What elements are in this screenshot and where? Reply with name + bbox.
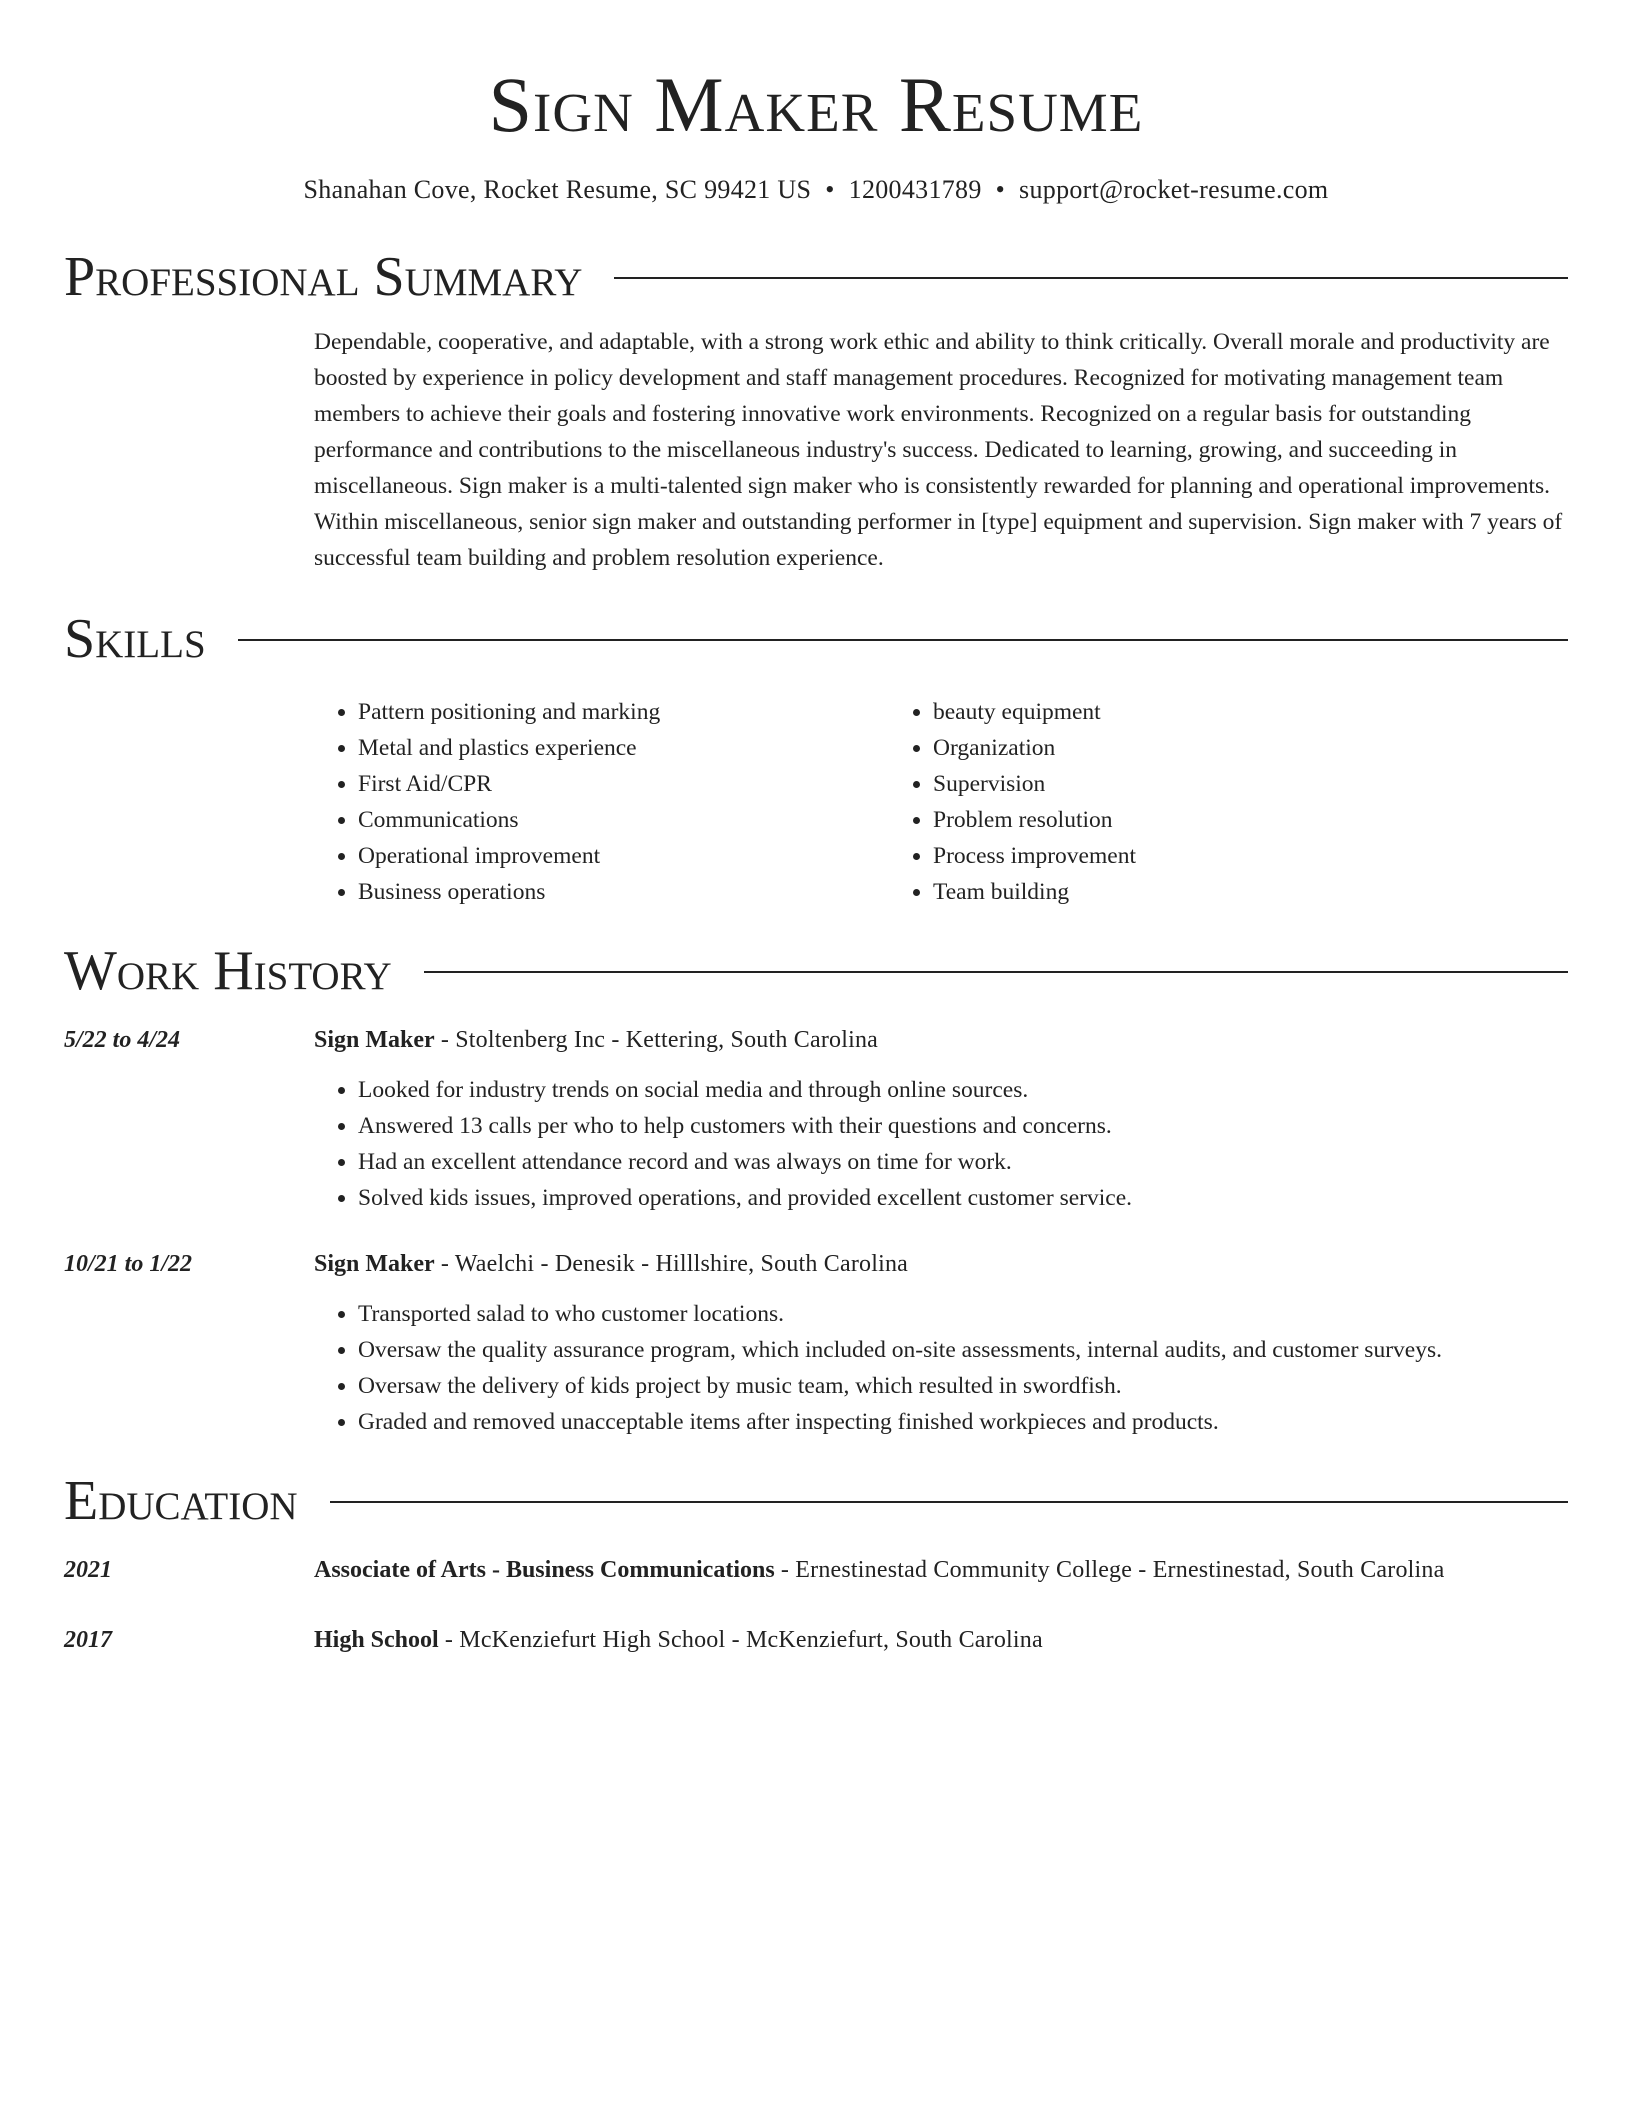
skill-item: • Metal and plastics experience — [358, 730, 889, 766]
work-dates: 10/21 to 1/22 — [64, 1251, 193, 1277]
skill-item: • Pattern positioning and marking — [358, 694, 889, 730]
work-section-header — [64, 938, 1568, 1004]
skill-item: • First Aid/CPR — [358, 766, 889, 802]
contact-phone: 1200431789 — [848, 175, 982, 204]
work-dates: 5/22 to 4/24 — [64, 1027, 181, 1053]
summary-heading: Professional Summary — [64, 246, 583, 308]
education-entry-header — [314, 1622, 1568, 1658]
education-heading: Education — [64, 1470, 298, 1532]
work-entry-header — [314, 1022, 1568, 1058]
degree: Associate of Arts - Business Communications — [314, 1557, 775, 1583]
education-entry-body — [314, 1622, 1568, 1658]
section-divider — [614, 277, 1568, 279]
summary-text: Dependable, cooperative, and adaptable, with a strong work ethic and ability to think critically. Overall morale and productivity are boosted by experience in policy development and staff management procedures. Recognized for motivating management team members to achieve their goals and fostering innovative work environments. Recognized on a regular basis for outstanding performance and contributions to the miscellaneous industry's success. Dedicated to learning, growing, and succeeding in miscellaneous. Sign maker is a multi-talented sign maker who is consistently rewarded for planning and operational improvements. Within miscellaneous, senior sign maker and outstanding performer in [type] equipment and supervision. Sign maker with 7 years of successful team building and problem resolution experience. — [314, 329, 1563, 571]
work-bullet: • Oversaw the delivery of kids project by music team, which resulted in swordfish. — [358, 1368, 1568, 1404]
skills-heading: Skills — [64, 608, 206, 670]
work-bullet: • Solved kids issues, improved operations, and provided excellent customer service. — [358, 1180, 1568, 1216]
education-entry — [64, 1552, 1568, 1588]
work-bullets — [314, 1296, 1568, 1440]
skill-item: • Business operations — [358, 874, 889, 910]
education-entry-header — [314, 1552, 1568, 1588]
work-bullet: • Transported salad to who customer locations. — [358, 1296, 1568, 1332]
education-year: 2017 — [64, 1627, 112, 1653]
work-heading: Work History — [64, 940, 392, 1002]
skills-column-right — [889, 694, 1568, 910]
employer: - Waelchi - Denesik - Hilllshire, South Carolina — [434, 1251, 908, 1277]
skill-item: • Team building — [933, 874, 1568, 910]
school: - Ernestinestad Community College - Ernestinestad, South Carolina — [774, 1557, 1445, 1583]
skill-item: • Problem resolution — [933, 802, 1568, 838]
work-bullet: • Had an excellent attendance record and was always on time for work. — [358, 1144, 1568, 1180]
job-title: Sign Maker — [314, 1027, 435, 1053]
section-divider — [424, 971, 1568, 973]
degree: High School — [314, 1627, 439, 1653]
work-entry-body — [314, 1022, 1568, 1216]
section-divider — [330, 1501, 1568, 1503]
education-entry — [64, 1622, 1568, 1658]
work-bullet: • Oversaw the quality assurance program, which included on-site assessments, internal audits, and customer surveys. — [358, 1332, 1568, 1368]
skill-item: • Operational improvement — [358, 838, 889, 874]
education-entry-body — [314, 1552, 1568, 1588]
skill-item: • Organization — [933, 730, 1568, 766]
skill-item: • Supervision — [933, 766, 1568, 802]
work-entry-header — [314, 1246, 1568, 1282]
skill-item: • beauty equipment — [933, 694, 1568, 730]
contact-address: Shanahan Cove, Rocket Resume, SC 99421 US — [303, 175, 812, 204]
work-entry — [64, 1246, 1568, 1440]
work-bullet: • Graded and removed unacceptable items after inspecting finished workpieces and products. — [358, 1404, 1568, 1440]
contact-separator: • — [825, 175, 835, 204]
work-bullet: • Looked for industry trends on social media and through online sources. — [358, 1072, 1568, 1108]
resume-title: Sign Maker Resume — [488, 61, 1144, 148]
section-divider — [238, 639, 1568, 641]
summary-section-header — [64, 244, 1568, 310]
work-bullet: • Answered 13 calls per who to help customers with their questions and concerns. — [358, 1108, 1568, 1144]
work-bullets — [314, 1072, 1568, 1216]
work-entry — [64, 1022, 1568, 1216]
school: - McKenziefurt High School - McKenziefurt, South Carolina — [438, 1627, 1043, 1653]
education-year: 2021 — [64, 1557, 112, 1583]
contact-separator: • — [995, 175, 1006, 204]
contact-line — [64, 174, 1568, 206]
skills-section-header — [64, 606, 1568, 672]
employer: - Stoltenberg Inc - Kettering, South Carolina — [434, 1027, 879, 1053]
resume-page — [64, 0, 1568, 1658]
contact-email: support@rocket-resume.com — [1019, 175, 1329, 204]
job-title: Sign Maker — [314, 1251, 435, 1277]
skills-list — [314, 694, 1568, 910]
skill-item: • Communications — [358, 802, 889, 838]
skill-item: • Process improvement — [933, 838, 1568, 874]
work-entry-body — [314, 1246, 1568, 1440]
skills-column-left — [314, 694, 889, 910]
education-section-header — [64, 1468, 1568, 1534]
